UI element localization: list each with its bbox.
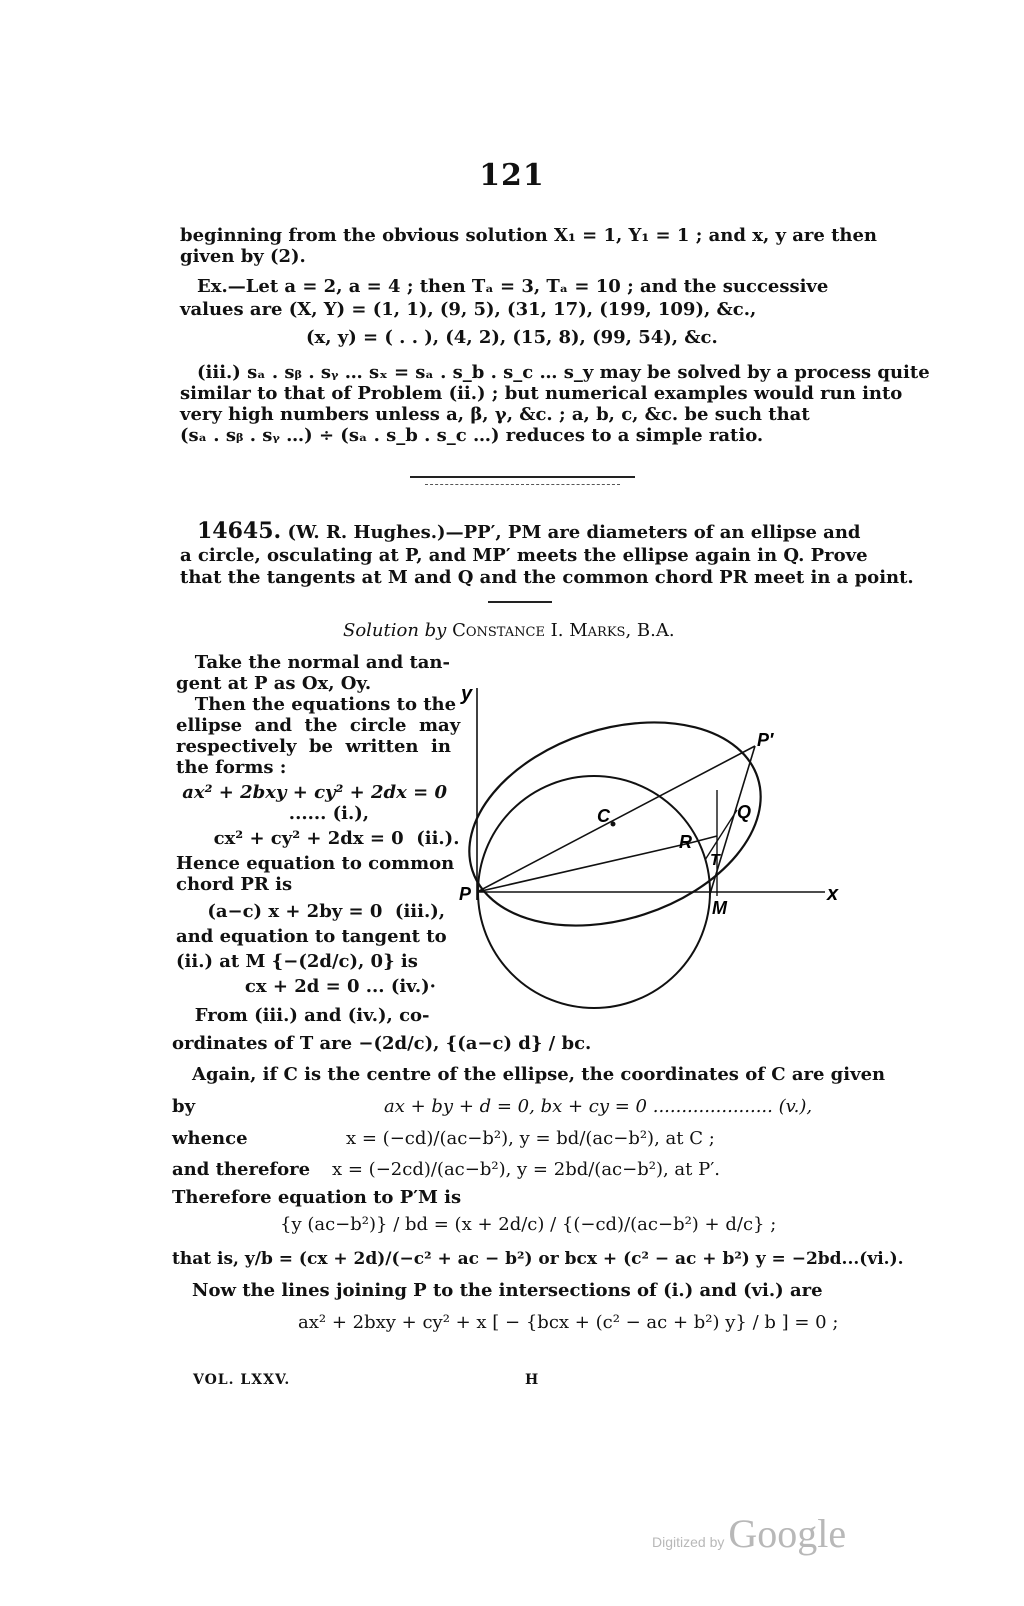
label-M: M bbox=[712, 898, 727, 918]
label-C: C bbox=[597, 806, 610, 826]
left-line: (ii.) at M {−(2d/c), 0} is bbox=[176, 951, 418, 972]
section-divider bbox=[410, 476, 635, 478]
problem-number: 14645. bbox=[197, 518, 282, 544]
section-divider-dashed bbox=[425, 484, 620, 485]
equation-vi: that is, y/b = (cx + 2d)/(−c² + ac − b²) or bcx + (c² − ac + b²) y = −2bd...(vi.). bbox=[172, 1249, 904, 1269]
watermark-prefix: Digitized by bbox=[652, 1534, 725, 1550]
page-number: 121 bbox=[479, 158, 545, 193]
equation-v: ax + by + d = 0, bx + cy = 0 ..................... (v.), bbox=[384, 1096, 813, 1117]
left-line: From (iii.) and (iv.), co- bbox=[176, 1005, 430, 1026]
example-line2: values are (X, Y) = (1, 1), (9, 5), (31, 17), (199, 109), &c., bbox=[180, 299, 757, 320]
para1-line2: given by (2). bbox=[180, 246, 306, 267]
iii-line2: similar to that of Problem (ii.) ; but numerical examples would run into bbox=[180, 383, 903, 404]
equation-iii: (a−c) x + 2by = 0 (iii.), bbox=[176, 901, 446, 922]
left-line: the forms : bbox=[176, 757, 287, 778]
equation-i: ax² + 2bxy + cy² + 2dx = 0 bbox=[176, 782, 447, 803]
line-PR bbox=[477, 843, 690, 892]
left-line: Take the normal and tan- bbox=[176, 652, 450, 673]
equation-iv: cx + 2d = 0 ... (iv.)· bbox=[176, 976, 436, 997]
label-P-prime: P′ bbox=[757, 730, 774, 750]
now-line: Now the lines joining P to the intersections of (i.) and (vi.) are bbox=[192, 1280, 823, 1301]
whence-label: whence bbox=[172, 1128, 248, 1149]
left-line: Then the equations to the bbox=[176, 694, 457, 715]
coords-P-prime: x = (−2cd)/(ac−b²), y = 2bd/(ac−b²), at P′. bbox=[332, 1159, 721, 1180]
iii-line1: (iii.) sₐ . sᵦ . sᵧ … sₓ = sₐ . s_b . s_c … s_y may be solved by a process quite bbox=[197, 362, 930, 383]
left-line: Hence equation to common bbox=[176, 853, 455, 874]
coords-T-line: ordinates of T are −(2d/c), {(a−c) d} / bc. bbox=[172, 1033, 592, 1054]
equation-PM-intro: Therefore equation to P′M is bbox=[172, 1187, 462, 1208]
left-line: respectively be written in bbox=[176, 736, 451, 757]
label-Q: Q bbox=[737, 802, 752, 822]
centre-point bbox=[611, 822, 616, 827]
equation-PM: {y (ac−b²)} / bd = (x + 2d/c) / {(−cd)/(ac−b²) + d/c} ; bbox=[280, 1214, 777, 1235]
equation-i-label: ...... (i.), bbox=[176, 803, 370, 824]
by-label: by bbox=[172, 1096, 196, 1117]
coords-C: x = (−cd)/(ac−b²), y = bd/(ac−b²), at C ; bbox=[346, 1128, 715, 1149]
left-line: chord PR is bbox=[176, 874, 293, 895]
volume-footer: VOL. LXXV. bbox=[193, 1372, 291, 1388]
example-line1: Ex.—Let a = 2, a = 4 ; then Tₐ = 3, Tₐ = 10 ; and the successive bbox=[197, 276, 829, 297]
ellipse bbox=[455, 687, 787, 960]
iii-line4: (sₐ . sᵦ . sᵧ …) ÷ (sₐ . s_b . s_c …) reduces to a simple ratio. bbox=[180, 425, 764, 446]
label-x: x bbox=[827, 883, 839, 905]
line-RT bbox=[690, 836, 717, 843]
problem-statement-line3: that the tangents at M and Q and the common chord PR meet in a point. bbox=[180, 567, 914, 588]
left-line: and equation to tangent to bbox=[176, 926, 447, 947]
label-y: y bbox=[461, 683, 473, 705]
watermark-brand: Google bbox=[728, 1511, 847, 1556]
solution-by-label: Solution by bbox=[343, 620, 447, 641]
problem-statement-line1 bbox=[197, 518, 861, 544]
example-line3: (x, y) = ( . . ), (4, 2), (15, 8), (99, 54), &c. bbox=[306, 327, 718, 348]
iii-line3: very high numbers unless a, β, γ, &c. ; a, b, c, &c. be such that bbox=[180, 404, 810, 425]
problem-statement-line2: a circle, osculating at P, and MP′ meets the ellipse again in Q. Prove bbox=[180, 545, 868, 566]
short-rule bbox=[488, 601, 552, 603]
problem-header: (W. R. Hughes.)—PP′, PM are diameters of an ellipse and bbox=[287, 522, 861, 543]
left-line: ellipse and the circle may bbox=[176, 715, 461, 736]
equation-ii: cx² + cy² + 2dx = 0 (ii.). bbox=[176, 828, 460, 849]
label-R: R bbox=[679, 832, 692, 852]
para1-line1: beginning from the obvious solution X₁ = 1, Y₁ = 1 ; and x, y are then bbox=[180, 225, 878, 246]
solution-byline bbox=[343, 620, 675, 641]
signature-mark: H bbox=[525, 1372, 540, 1388]
therefore-label: and therefore bbox=[172, 1159, 311, 1180]
left-column bbox=[176, 652, 461, 1026]
watermark bbox=[652, 1510, 846, 1557]
left-line: gent at P as Ox, Oy. bbox=[176, 673, 372, 694]
solution-author: Constance I. Marks, B.A. bbox=[452, 620, 675, 641]
label-T: T bbox=[710, 852, 720, 869]
label-P: P bbox=[459, 884, 472, 904]
final-equation: ax² + 2bxy + cy² + x [ − {bcx + (c² − ac + b²) y} / b ] = 0 ; bbox=[298, 1312, 839, 1333]
again-line: Again, if C is the centre of the ellipse, the coordinates of C are given bbox=[192, 1064, 886, 1085]
geometry-figure bbox=[455, 660, 855, 1040]
